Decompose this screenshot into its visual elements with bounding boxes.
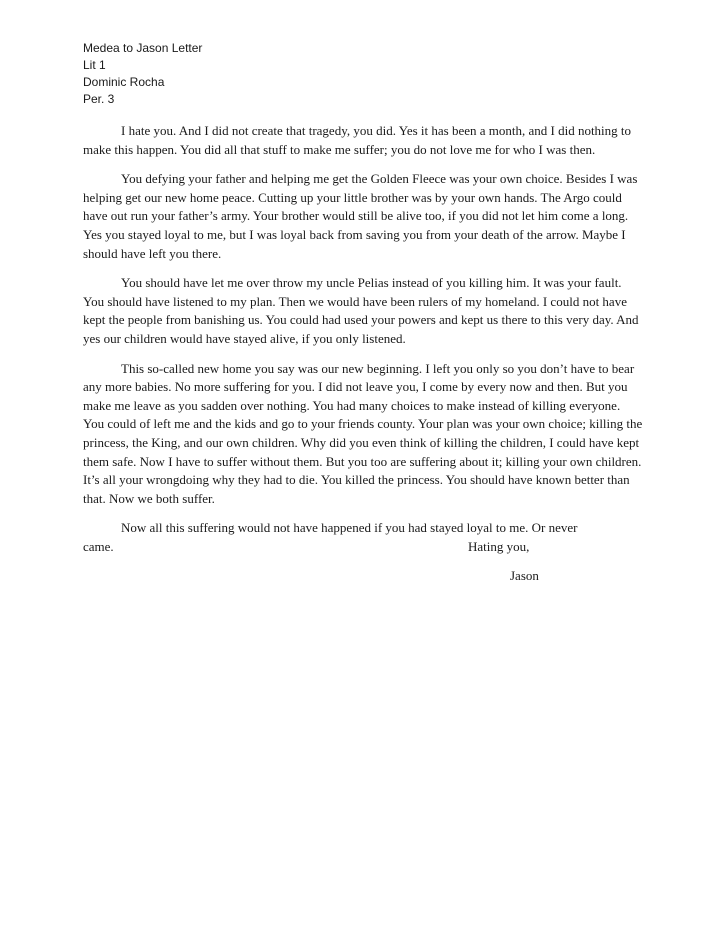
class-period: Per. 3 [83, 92, 115, 106]
letter-paragraph-1: I hate you. And I did not create that tragedy, you did. Yes it has been a month, and I did nothing to make this happen. You did all that stuff to make me suffer; you do not love me for who I was then. [83, 123, 632, 157]
document-page [83, 40, 643, 586]
author-name: Dominic Rocha [83, 75, 165, 89]
letter-paragraph-3: You should have let me over throw my uncle Pelias instead of you killing him. It was your fault. You should have listened to my plan. Then we would have been rulers of my homeland. I could not have kept the people from banishing us. You could had used your powers and kept us there to this very day. And yes our children would have stayed alive, if you only listened. [83, 275, 639, 346]
document-header [83, 40, 643, 108]
closing-row [83, 538, 643, 557]
letter-paragraph-4: This so-called new home you say was our new beginning. I left you only so you don’t have to bear any more babies. No more suffering for you. I did not leave you, I come by every now and then. But you make me leave as you sadden over nothing. You had many choices to make instead of killing everyone. You could of left me and the kids and go to your friends county. Your plan was your own choice; killing the princess, the King, and our own children. Why did you even think of killing the children, I could have kept them safe. Now I have to suffer without them. But you too are suffering about it; killing your own children. It’s all your wrongdoing why they had to die. You killed the princess. You should have known better than that. Now we both suffer. [83, 360, 643, 506]
letter-paragraph-2: You defying your father and helping me get the Golden Fleece was your own choice. Besides I was helping get our new home peace. Cutting up your little brother was by your own hands. The Argo could have out run your father’s army. Your brother would still be alive too, if you did not let him come a long. Yes you stayed loyal to me, but I was loyal back from saving you from your death of the arrow. Maybe I should have left you there. [83, 171, 638, 261]
document-title: Medea to Jason Letter [83, 41, 203, 55]
letter-signature: Jason [510, 568, 539, 584]
letter-paragraph-5: Now all this suffering would not have happened if you had stayed loyal to me. Or never [121, 520, 578, 536]
final-paragraph-end: came. [83, 538, 114, 554]
class-name: Lit 1 [83, 58, 106, 72]
letter-closing: Hating you, [468, 538, 530, 554]
letter-body [83, 122, 643, 586]
